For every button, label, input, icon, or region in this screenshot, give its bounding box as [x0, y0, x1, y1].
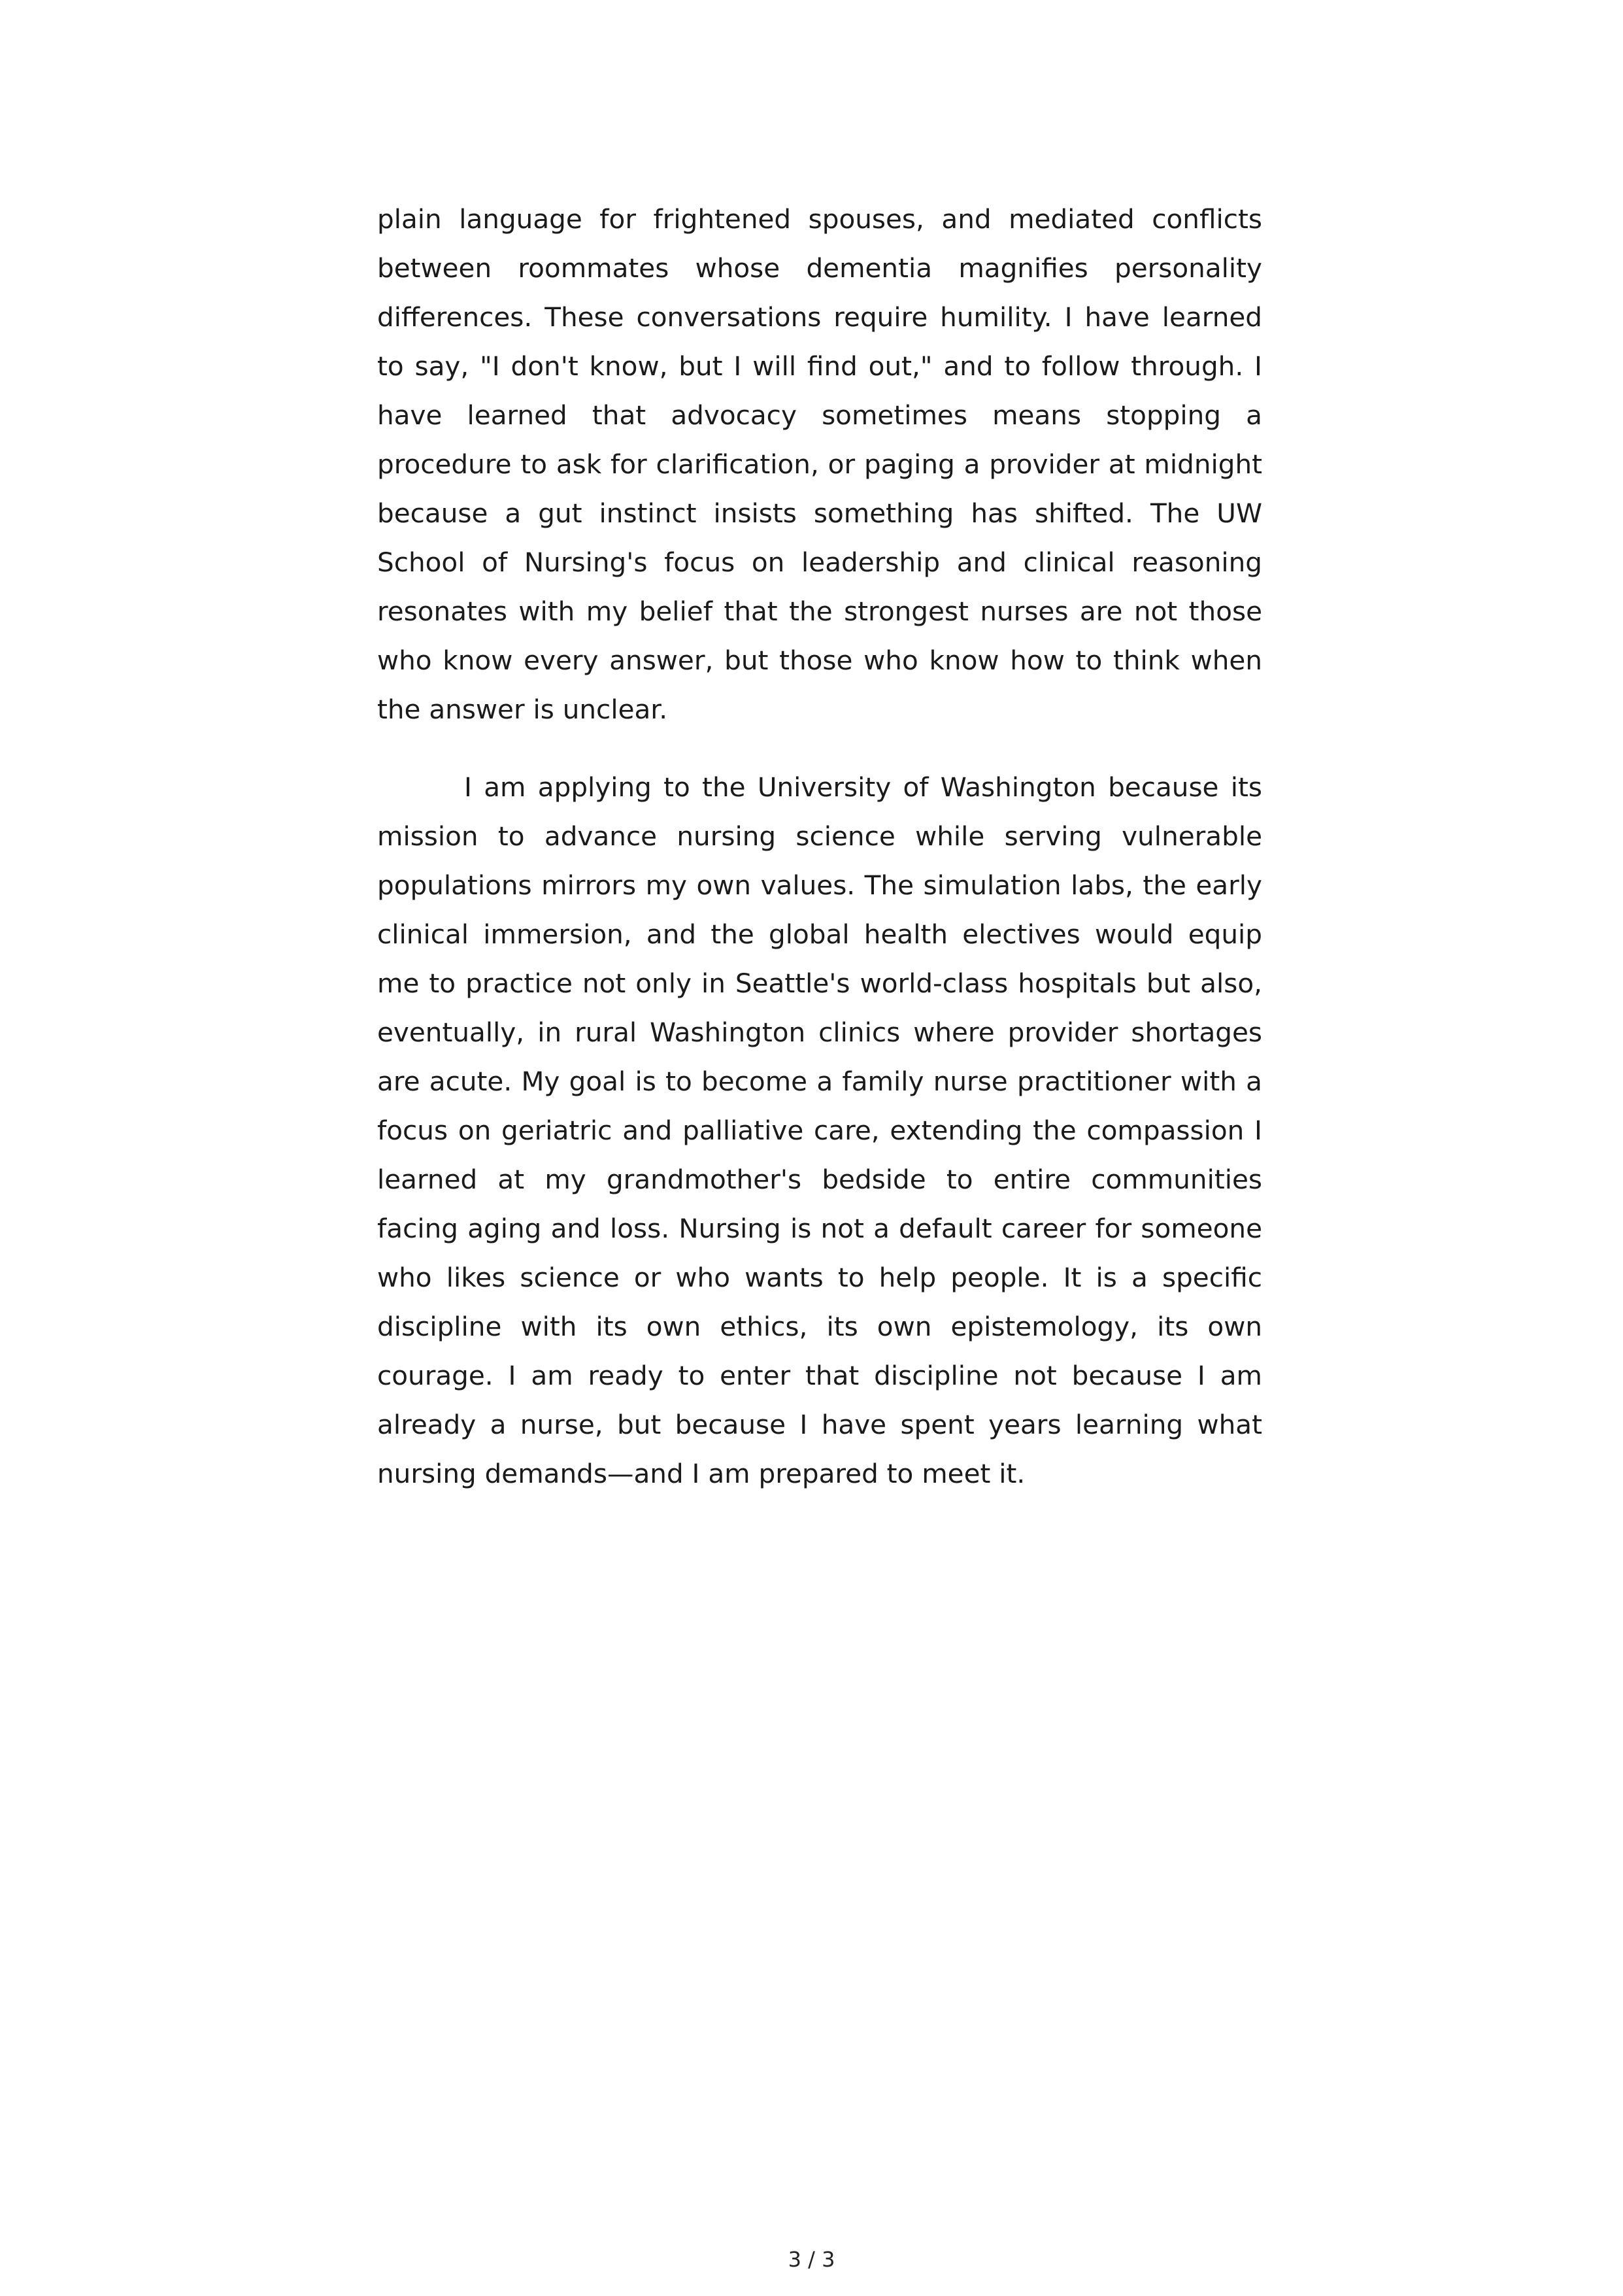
- body-text: [377, 195, 1262, 1498]
- paragraph-continued: plain language for frightened spouses, and mediated conflicts between roommates whose dementia magnifies personality differences. These conversations require humility. I have learned to say, "I don't know, but I will find out," and to follow through. I have learned that advocacy sometimes means stopping a procedure to ask for clarification, or paging a provider at midnight because a gut instinct insists something has shifted. The UW School of Nursing's focus on leadership and clinical reasoning resonates with my belief that the strongest nurses are not those who know every answer, but those who know how to think when the answer is unclear.: [377, 203, 1262, 725]
- paragraph-closing: I am applying to the University of Washington because its mission to advance nursing science while serving vulnerable populations mirrors my own values. The simulation labs, the early clinical immersion, and the global health electives would equip me to practice not only in Seattle's world-class hospitals but also, eventually, in rural Washington clinics where provider shortages are acute. My goal is to become a family nurse practitioner with a focus on geriatric and palliative care, extending the compassion I learned at my grandmother's bedside to entire communities facing aging and loss. Nursing is not a default career for someone who likes science or who wants to help people. It is a specific discipline with its own ethics, its own epistemology, its own courage. I am ready to enter that discipline not because I am already a nurse, but because I have spent years learning what nursing demands—and I am prepared to meet it.: [377, 771, 1262, 1489]
- page-number: 3 / 3: [788, 2247, 835, 2272]
